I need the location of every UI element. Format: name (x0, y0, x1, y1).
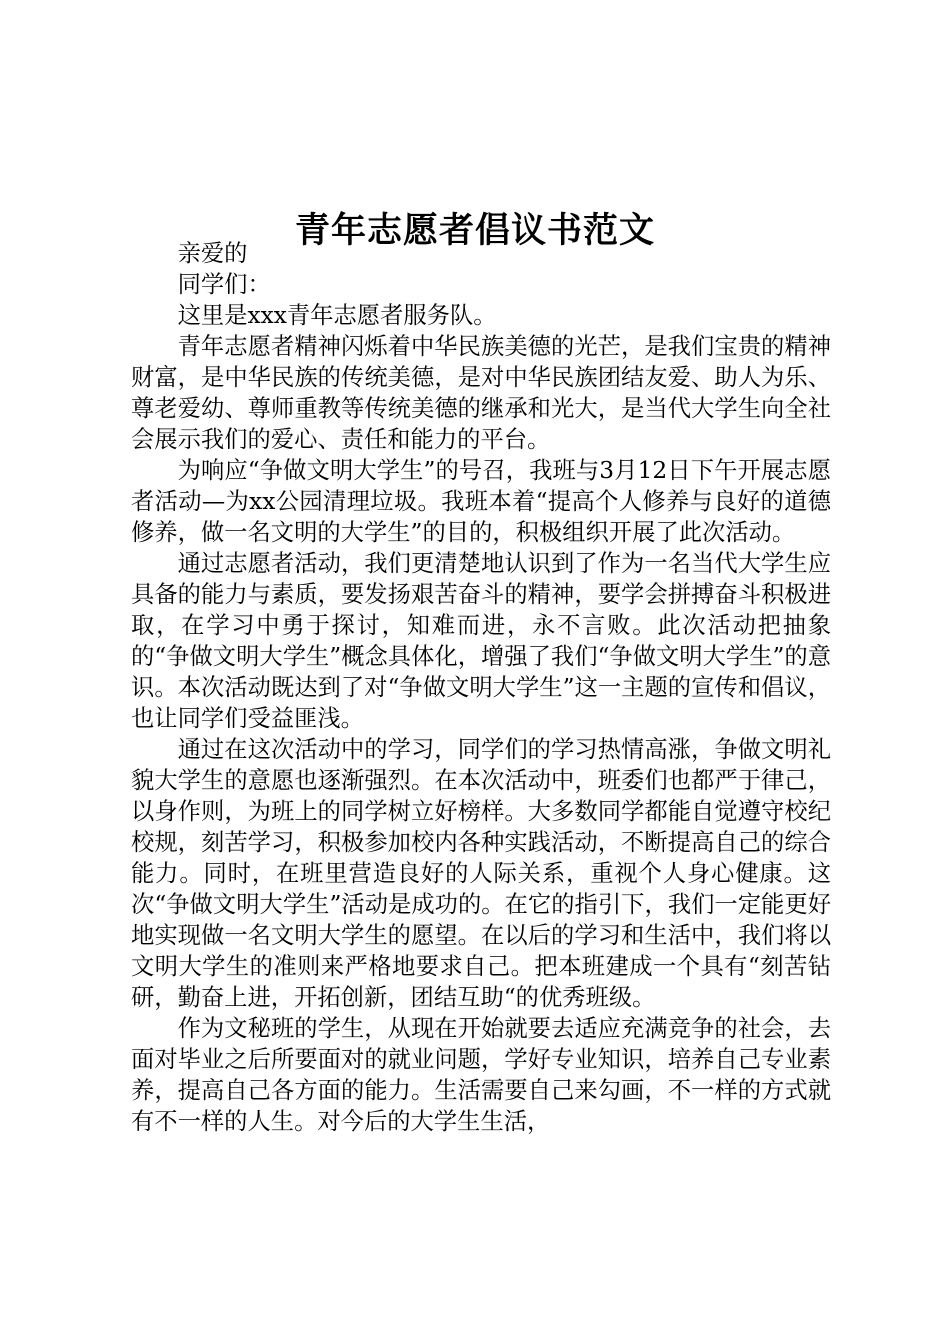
salutation-line-1: 亲爱的 (177, 240, 248, 267)
body-paragraph: 青年志愿者精神闪烁着中华民族美德的光芒，是我们宝贵的精神财富，是中华民族的传统美德，是对中华民族团结友爱、助人为乐、尊老爱幼、尊师重教等传统美德的继承和光大，是当代大学生向全社会展示我们的爱心、责任和能力的平台。 (131, 333, 831, 453)
body-paragraph: 为响应“争做文明大学生”的号召，我班与3月12日下午开展志愿者活动—为xx公园清理垃圾。我班本着“提高个人修养与良好的道德修养，做一名文明的大学生”的目的，积极组织开展了此次活动。 (131, 457, 831, 546)
body-paragraph: 通过志愿者活动，我们更清楚地认识到了作为一名当代大学生应具备的能力与素质，要发扬艰苦奋斗的精神，要学会拼搏奋斗积极进取，在学习中勇于探讨，知难而进，永不言败。此次活动把抽象的“争做文明大学生”概念具体化，增强了我们“争做文明大学生”的意识。本次活动既达到了对“争做文明大学生”这一主题的宣传和倡议，也让同学们受益匪浅。 (131, 550, 831, 732)
body-paragraph: 作为文秘班的学生，从现在开始就要去适应充满竞争的社会，去面对毕业之后所要面对的就业问题，学好专业知识，培养自己专业素养，提高自己各方面的能力。生活需要自己来勾画，不一样的方式就有不一样的人生。对今后的大学生生活， (131, 1015, 831, 1135)
salutation-line-2: 同学们： (177, 271, 271, 298)
body-paragraph: 通过在这次活动中的学习，同学们的学习热情高涨，争做文明礼貌大学生的意愿也逐渐强烈。在本次活动中，班委们也都严于律己，以身作则，为班上的同学树立好榜样。大多数同学都能自觉遵守校纪校规，刻苦学习，积极参加校内各种实践活动，不断提高自己的综合能力。同时，在班里营造良好的人际关系，重视个人身心健康。这次“争做文明大学生”活动是成功的。在它的指引下，我们一定能更好地实现做一名文明大学生的愿望。在以后的学习和生活中，我们将以文明大学生的准则来严格地要求自己。把本班建成一个具有“刻苦钻研，勤奋上进，开拓创新，团结互助“的优秀班级。 (131, 736, 831, 1011)
intro-paragraph: 这里是xxx青年志愿者服务队。 (177, 302, 497, 329)
document-title: 青年志愿者倡议书范文 (294, 211, 655, 252)
document-body (131, 238, 831, 1137)
